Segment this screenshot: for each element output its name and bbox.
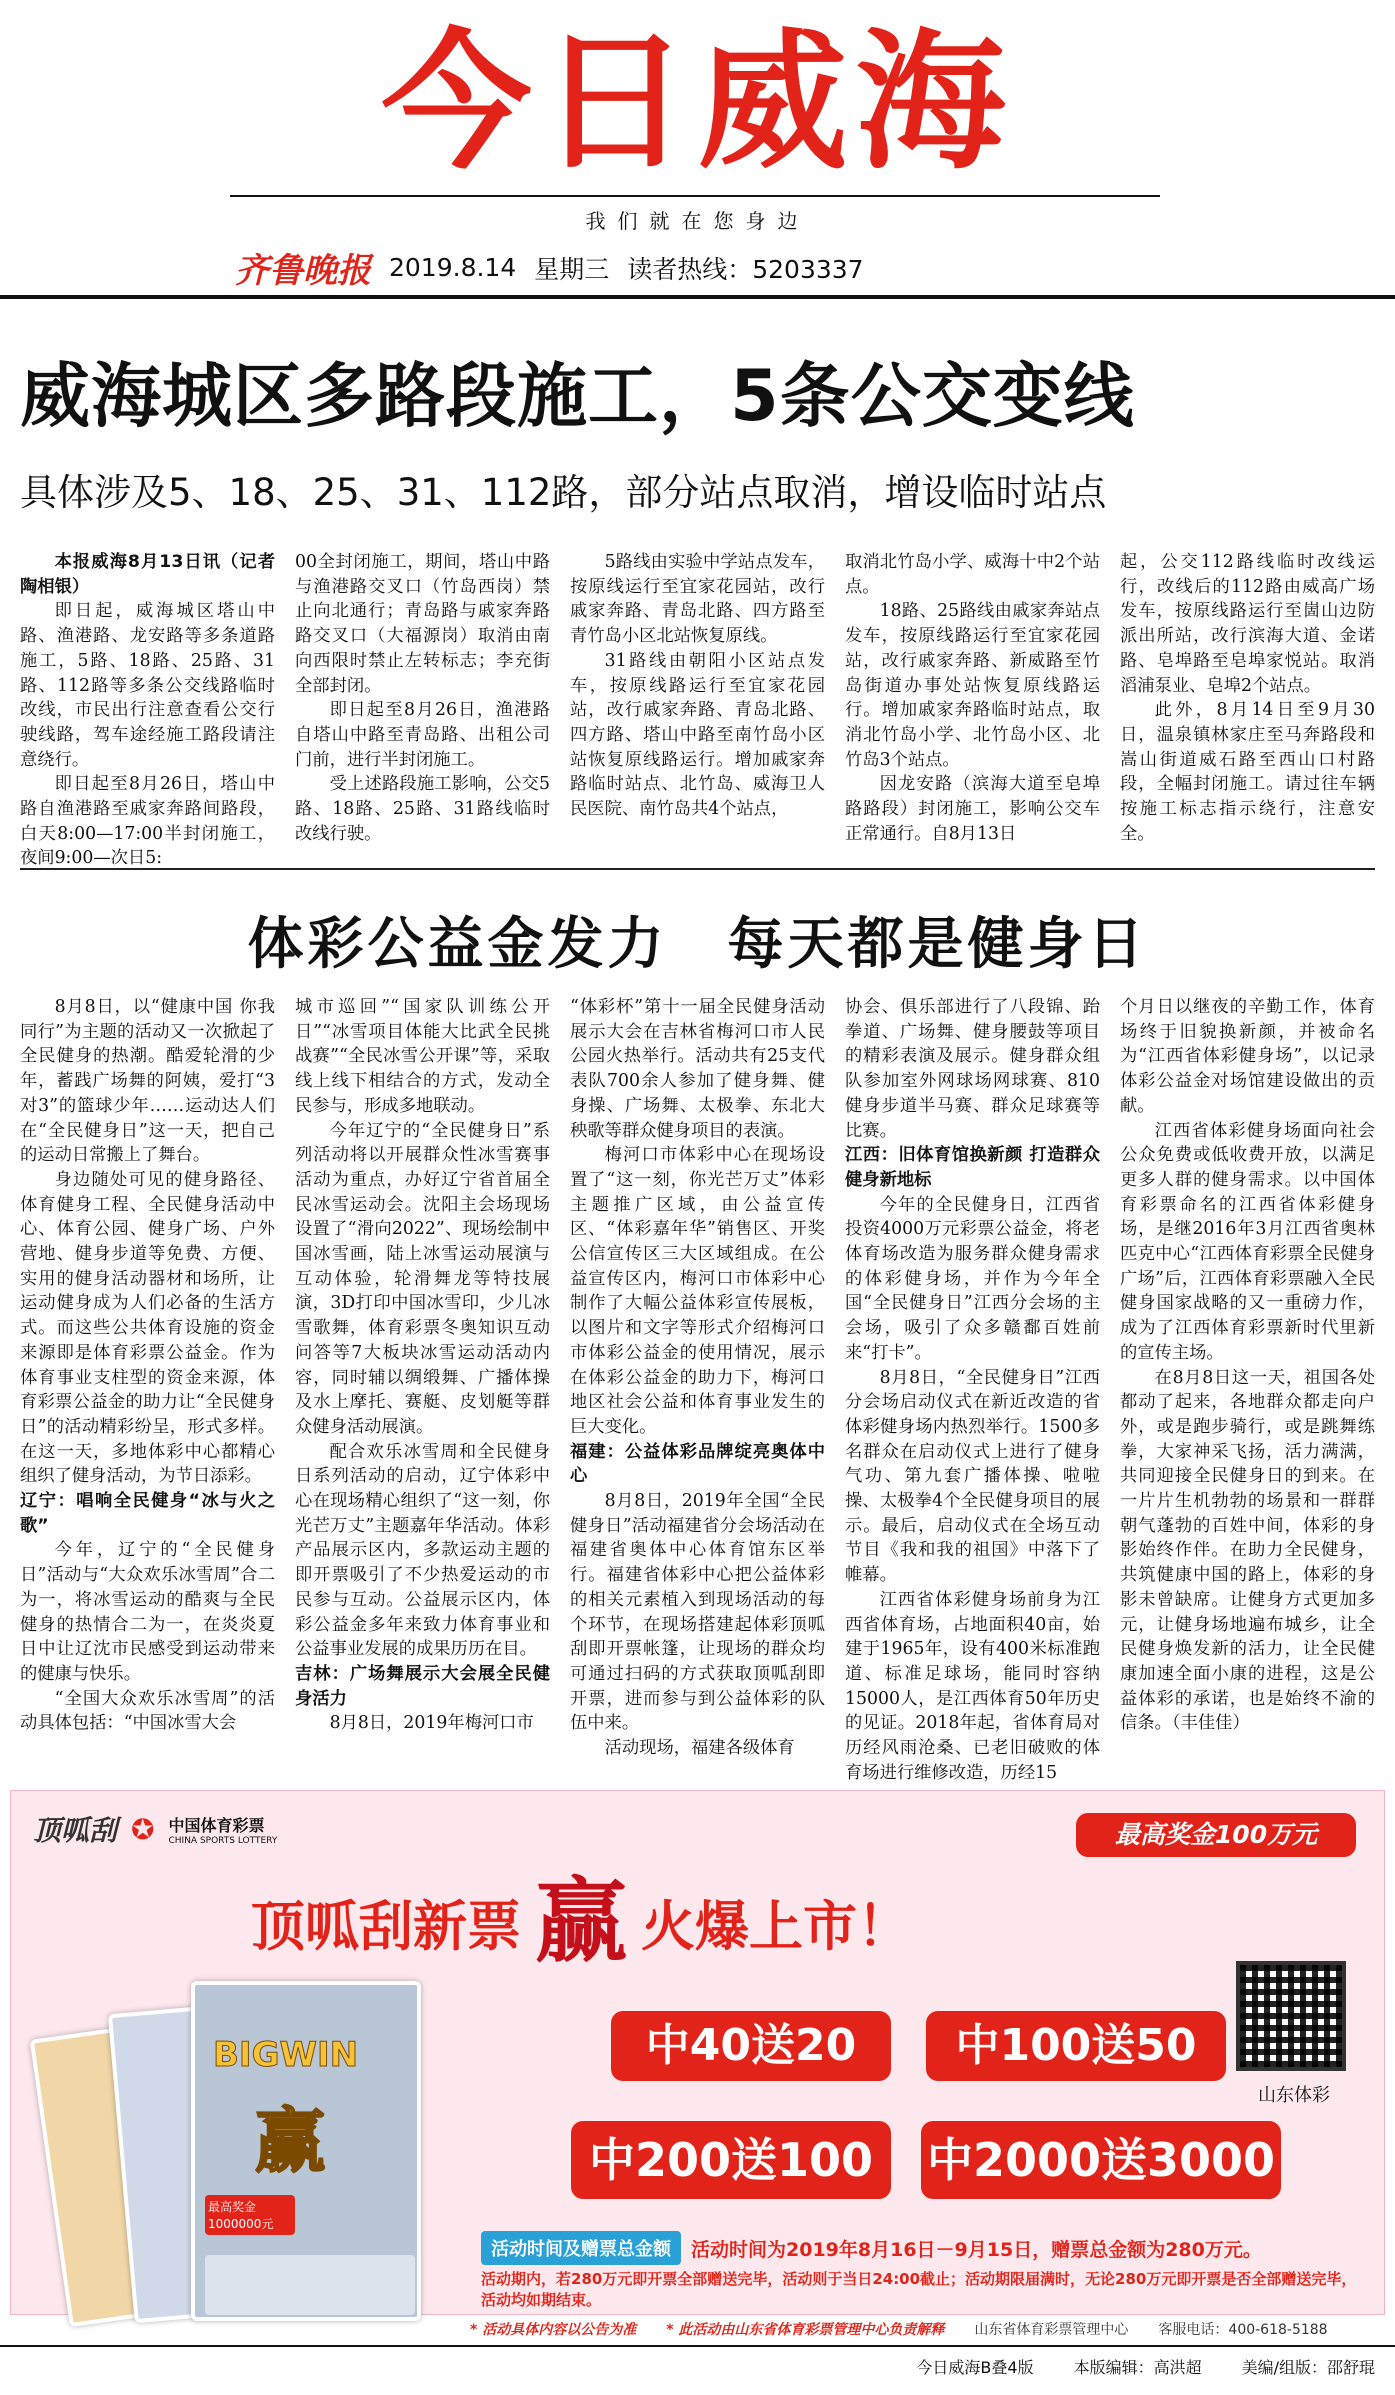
column <box>845 550 1100 855</box>
paragraph: 今年辽宁的“全民健身日”系列活动将以开展群众性冰雪赛事活动为重点，办好辽宁省首届全民冰雪运动会。沈阳主会场现场设置了“滑向2022”、现场绘制中国冰雪画，陆上冰雪运动展演与互动体验，轮滑舞龙等特技展演，3D打印中国冰雪印，少儿冰雪歌舞，体育彩票冬奥知识互动问答等7大板块冰雪运动活动内容，同时辅以绸缎舞、广播体操及水上摩托、赛艇、皮划艇等群众健身活动展演。 <box>295 1120 550 1437</box>
section-subhead: 福建：公益体彩品牌绽亮奥体中心 <box>570 1441 825 1487</box>
qr-caption: 山东体彩 <box>1258 2085 1330 2106</box>
sports-lottery-logo <box>168 1813 277 1846</box>
issue-weekday: 星期三 <box>534 254 610 284</box>
reader-hotline: 读者热线：5203337 <box>627 254 864 284</box>
column <box>1120 995 1375 1765</box>
footer-edition: 今日威海B叠4版 <box>916 2357 1034 2377</box>
ticket-win-glyph: 赢 <box>255 2100 325 2182</box>
paragraph: 江西省体彩健身场前身为江西省体育场，占地面积40亩，始建于1965年，设有400米标准跑道、标准足球场，能同时容纳15000人，是江西体育50年历史的见证。2018年起，省体育局对历经风雨沧桑、已老旧破败的体育场进行维修改造，历经15 <box>845 1589 1100 1783</box>
paragraph: 江西省体彩健身场面向社会公众免费或低收费开放，以满足更多人群的健身需求。以中国体育彩票命名的江西省体彩健身场，是继2016年3月江西省奥林匹克中心“江西体育彩票全民健身广场”后，江西体育彩票融入全民健身国家战略的又一重磅力作，成为了江西体育彩票新时代里新的宣传主场。 <box>1120 1120 1375 1363</box>
article-divider <box>20 868 1375 870</box>
paragraph: 即日起，威海城区塔山中路、渔港路、龙安路等多条道路施工，5路、18路、25路、31路、112路等多条公交线路临时改线，市民出行注意查看公交行驶线路，驾车途经施工路段请注意绕行。 <box>20 601 275 770</box>
paragraph: 取消北竹岛小学、威海十中2个站点。 <box>845 552 1100 597</box>
period-text: 活动时间为2019年8月16日－9月15日，赠票总金额为280万元。 <box>691 2238 1262 2261</box>
masthead-slogan: 我们就在您身边 <box>585 209 810 233</box>
period-label: 活动时间及赠票总金额 <box>481 2231 681 2265</box>
lottery-ad <box>10 1790 1385 2315</box>
ad-rules: 活动期内，若280万元即开票全部赠送完毕，活动则于当日24:00截止；活动期限届满时，无论280万元即开票是否全部赠送完毕，活动均如期结束。 <box>481 2270 1357 2309</box>
ad-title-win: 赢 <box>535 1868 628 1975</box>
paragraph: 梅河口市体彩中心在现场设置了“这一刻，你光芒万丈”体彩主题推广区域，由公益宣传区、“体彩嘉年华”销售区、开奖公信宣传区三大区域组成。在公益宣传区内，梅河口市体彩中心制作了大幅公益体彩宣传展板，以图片和文字等形式介绍梅河口市体彩公益金的使用情况，展示在体彩公益金的助力下，梅河口地区社会公益和体育事业发生的巨大变化。 <box>570 1145 825 1437</box>
paragraph: 起，公交112路线临时改线运行，改线后的112路由威高广场发车，按原线路运行至崮山边防派出所站，改行滨海大道、金诺路、皂埠路至皂埠家悦站。取消滔浦泵业、皂埠2个站点。 <box>1120 552 1375 696</box>
paragraph: 今年的全民健身日，江西省投资4000万元彩票公益金，将老体育场改造为服务群众健身需求的体彩健身场，并作为今年全国“全民健身日”江西分会场的主会场，吸引了众多赣鄱百姓前来“打卡”。 <box>845 1194 1100 1363</box>
paragraph: 因龙安路（滨海大道至皂埠路路段）封闭施工，影响公交车正常通行。自8月13日 <box>845 774 1100 844</box>
column <box>570 995 825 1765</box>
paragraph: 个月日以继夜的辛勤工作，体育场终于旧貌换新颜，并被命名为“江西省体彩健身场”，以记录体彩公益金对场馆建设做出的贡献。 <box>1120 997 1375 1116</box>
column <box>845 995 1100 1783</box>
footer-design: 美编/组版：邵舒琨 <box>1241 2357 1375 2377</box>
paragraph: “全国大众欢乐冰雪周”的活动具体包括：“中国冰雪大会 <box>20 1688 275 1734</box>
column <box>1120 550 1375 855</box>
brand-logo: 齐鲁晚报 <box>235 251 371 291</box>
paragraph: 即日起至8月26日，渔港路自塔山中路至青岛路、出租公司门前，进行半封闭施工。 <box>295 700 550 770</box>
paragraph: 受上述路段施工影响，公交5路、18路、25路、31路线临时改线行驶。 <box>295 774 550 844</box>
header-divider <box>0 295 1395 299</box>
ad-title-right: 火爆上市！ <box>641 1894 912 1958</box>
offer-2000-3000: 中2000送3000 <box>921 2121 1281 2199</box>
column <box>20 550 275 869</box>
paragraph: 5路线由实验中学站点发车，按原线运行至宜家花园站，改行戚家奔路、青岛北路、四方路至青竹岛小区北站恢复原线。 <box>570 552 825 647</box>
column <box>570 550 825 855</box>
paragraph: 00全封闭施工，期间，塔山中路与渔港路交叉口（竹岛西岗）禁止向北通行；青岛路与戚家奔路路交叉口（大福源岗）取消由南向西限时禁止左转标志；李充街全部封闭。 <box>295 552 550 696</box>
section-subhead: 江西：旧体育馆换新颜 打造群众健身新地标 <box>845 1145 1100 1190</box>
ad-period <box>481 2231 1262 2265</box>
ad-footnote-2: * 此活动由山东省体育彩票管理中心负责解释 <box>666 2322 945 2338</box>
paragraph: 协会、俱乐部进行了八段锦、跆拳道、广场舞、健身腰鼓等项目的精彩表演及展示。健身群众组队参加室外网球场网球赛、810健身步道半马赛、群众足球赛等比赛。 <box>845 997 1100 1141</box>
paragraph: 8月8日，“全民健身日”江西分会场启动仪式在新近改造的省体彩健身场内热烈举行。1500多名群众在启动仪式上进行了健身气功、第九套广播体操、啦啦操、太极拳4个全民健身项目的展示。最后，启动仪式在全场互动节目《我和我的祖国》中落下了帷幕。 <box>845 1367 1100 1586</box>
issue-date: 2019.8.14 <box>389 253 517 282</box>
sports-lottery-star-icon: ✪ <box>131 1812 155 1846</box>
sports-lottery-en: CHINA SPORTS LOTTERY <box>168 1835 278 1846</box>
offer-40-20: 中40送20 <box>611 2011 891 2081</box>
footer-editor: 本版编辑：高洪超 <box>1073 2357 1202 2377</box>
masthead-rule <box>230 195 1160 197</box>
column <box>20 995 275 1765</box>
paragraph: 配合欢乐冰雪周和全民健身日系列活动的启动，辽宁体彩中心在现场精心组织了“这一刻，你光芒万丈”主题嘉年华活动。体彩产品展示区内，多款运动主题的即开票吸引了不少热爱运动的市民参与互动。公益展示区内，体彩公益金多年来致力体育事业和公益事业发展的成果历历在目。 <box>295 1441 550 1660</box>
ad-logos <box>33 1809 277 1849</box>
qr-code[interactable] <box>1236 1961 1346 2071</box>
paragraph: “体彩杯”第十一届全民健身活动展示大会在吉林省梅河口市人民公园火热举行。活动共有25支代表队700余人参加了健身舞、健身操、广场舞、太极拳、东北大秧歌等群众健身项目的表演。 <box>570 997 825 1141</box>
paragraph: 此外，8月14日至9月30日，温泉镇林家庄至马奔路段和嵩山街道威石路至西山口村路段，全幅封闭施工。请过往车辆按施工标志指示绕行，注意安全。 <box>1120 700 1375 844</box>
offer-200-100: 中200送100 <box>571 2121 891 2199</box>
column <box>295 995 550 1765</box>
ad-footnote-1: * 活动具体内容以公告为准 <box>470 2322 637 2338</box>
article2-body <box>20 995 1375 1783</box>
paragraph: 8月8日，以“健康中国 你我同行”为主题的活动又一次掀起了全民健身的热潮。酷爱轮滑的少年，蓄践广场舞的阿姨，爱打“3对3”的篮球少年……运动达人们在“全民健身日”这一天，把自己的运动日常搬上了舞台。 <box>20 997 275 1166</box>
section-subhead: 吉林：广场舞展示大会展全民健身活力 <box>295 1663 550 1709</box>
article1-headline: 威海城区多路段施工，5条公交变线 <box>20 355 1135 437</box>
section-subhead: 辽宁：唱响全民健身“冰与火之歌” <box>20 1491 275 1536</box>
paragraph: 在8月8日这一天，祖国各处都动了起来，各地群众都走向户外，或是跑步骑行，或是跳舞练拳，大家神采飞扬，活力满满，共同迎接全民健身日的到来。在一片片生机勃勃的场景和一群群朝气蓬勃的百姓中间，体彩的身影始终作伴。在助力全民健身，共筑健康中国的路上，体彩的身影未曾缺席。让健身方式更加多元，让健身场地遍布城乡，让全民健身焕发新的活力，让全民健康加速全面小康的进程，这是公益体彩的承诺，也是始终不渝的信条。（丰佳佳） <box>1120 1367 1375 1734</box>
ticket-scratch-area <box>205 2255 415 2315</box>
article1-subhead: 具体涉及5、18、25、31、112路，部分站点取消，增设临时站点 <box>20 471 1107 514</box>
paragraph: 活动现场，福建各级体育 <box>604 1738 795 1759</box>
paragraph: 今年，辽宁的“全民健身日”活动与“大众欢乐冰雪周”合二为一，将冰雪运动的酷爽与全民健身的热情合二为一，在炎炎夏日中让辽沈市民感受到运动带来的健康与快乐。 <box>20 1540 275 1684</box>
sports-lottery-cn: 中国体育彩票 <box>168 1815 265 1835</box>
top-prize-badge: 最高奖金100万元 <box>1076 1813 1356 1857</box>
masthead-title: 今日威海 <box>381 16 1014 190</box>
ad-footnotes <box>10 2316 1385 2342</box>
ad-title-left: 顶呱刮新票 <box>251 1894 521 1958</box>
paragraph: 城市巡回”“国家队训练公开日”“冰雪项目体能大比武全民挑战赛”“全民冰雪公开课”等，采取线上线下相结合的方式，发动全民参与，形成多地联动。 <box>295 997 550 1116</box>
page-footer <box>0 2345 1395 2385</box>
masthead-info <box>235 243 864 292</box>
paragraph: 即日起至8月26日，塔山中路自渔港路至戚家奔路间路段，白天8:00—17:00半封闭施工，夜间9:00—次日5: <box>20 774 275 869</box>
ad-center: 山东省体育彩票管理中心 <box>974 2322 1129 2338</box>
paragraph: 18路、25路线由戚家奔站点发车，按原线路运行至宜家花园站，改行戚家奔路、新威路至竹岛街道办事处站恢复原线路运行。增加戚家奔路临时站点，取消北竹岛小学、北竹岛小区、北竹岛3个站点。 <box>845 601 1100 770</box>
article1-body <box>20 550 1375 869</box>
paragraph: 8月8日，2019年梅河口市 <box>329 1713 534 1734</box>
ticket-bigwin: BIGWIN <box>213 2035 359 2075</box>
paragraph: 身边随处可见的健身路径、体育健身工程、全民健身活动中心、体育公园、健身广场、户外营地、健身步道等免费、方便、实用的健身活动器材和场所，让运动健身成为人们必备的生活方式。而这些公共体育设施的资金来源即是体育彩票公益金。作为体育事业支柱型的资金来源，体育彩票公益金的助力让“全民健身日”的活动精彩纷呈，形式多样。在这一天，多地体彩中心都精心组织了健身活动，为节日添彩。 <box>20 1169 275 1487</box>
ad-title <box>251 1868 1251 1975</box>
paragraph: 8月8日，2019年全国“全民健身日”活动福建省分会场活动在福建省奥体中心体育馆东区举行。福建省体彩中心把公益体彩的相关元素植入到现场活动的每个环节，在现场搭建起体彩顶呱刮即开票帐篷，让现场的群众均可通过扫码的方式获取顶呱刮即开票，进而参与到公益体彩的队伍中来。 <box>570 1491 825 1734</box>
ticket-prize-note: 最高奖金1000000元 <box>205 2195 295 2235</box>
dingguagua-logo: 顶呱刮 <box>33 1814 118 1847</box>
paragraph: 本报威海8月13日讯（记者 陶相银） <box>20 552 275 597</box>
column <box>295 550 550 855</box>
paragraph: 31路线由朝阳小区站点发车，按原线路运行至宜家花园站，改行戚家奔路、青岛北路、四方路、塔山中路至南竹岛小区站恢复原线路运行。增加戚家奔路临时站点、北竹岛、威海卫人民医院、南竹岛共4个站点， <box>570 650 825 820</box>
offer-100-50: 中100送50 <box>926 2011 1226 2081</box>
lottery-ticket-front <box>191 1981 421 2321</box>
article2-headline: 体彩公益金发力 每天都是健身日 <box>247 912 1148 977</box>
ad-service-phone: 客服电话：400-618-5188 <box>1158 2322 1328 2338</box>
